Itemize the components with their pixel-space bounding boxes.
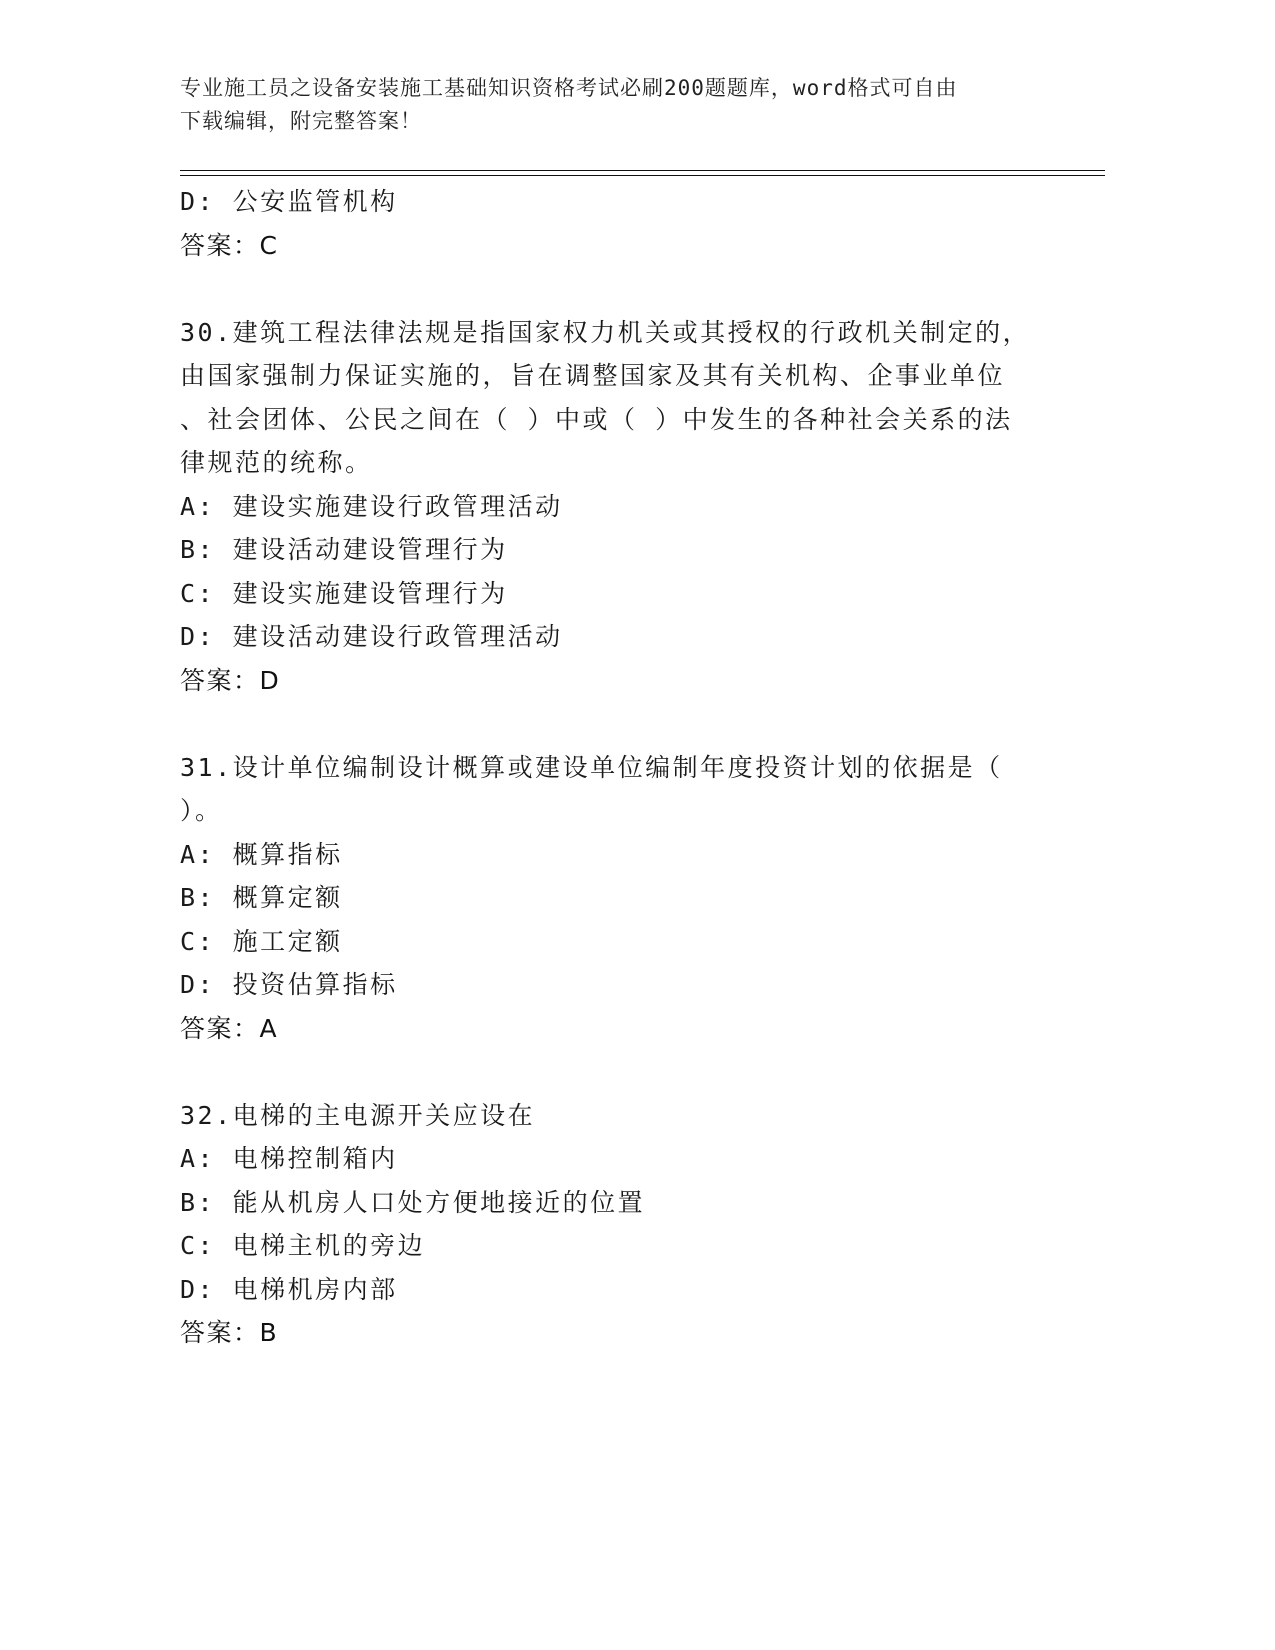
option-c: C: 建设实施建设管理行为	[180, 578, 508, 608]
option-c: C: 电梯主机的旁边	[180, 1231, 426, 1260]
header-divider-top	[180, 170, 1105, 171]
answer-line: 答案：B	[180, 1318, 279, 1347]
option-b: B: 能从机房人口处方便地接近的位置	[180, 1187, 646, 1217]
option-d: D: 投资估算指标	[180, 970, 398, 999]
question-30	[180, 311, 1030, 703]
option-d: D: 电梯机房内部	[180, 1274, 398, 1304]
option-d: D: 公安监管机构	[180, 187, 398, 216]
spacer	[180, 1050, 1030, 1094]
option-a: A: 概算指标	[180, 839, 343, 869]
question-text-line: 30.建筑工程法律法规是指国家权力机关或其授权的行政机关制定的，	[180, 317, 1031, 347]
question-text-line: 律规范的统称。	[180, 448, 373, 477]
question-text-line: 31.设计单位编制设计概算或建设单位编制年度投资计划的依据是（	[180, 752, 1003, 782]
option-c: C: 施工定额	[180, 926, 343, 956]
question-text-line: 、社会团体、公民之间在（ ）中或（ ）中发生的各种社会关系的法	[180, 404, 1013, 434]
option-b: B: 建设活动建设管理行为	[180, 535, 508, 564]
answer-line: 答案：D	[180, 665, 281, 695]
question-text-line: 由国家强制力保证实施的，旨在调整国家及其有关机构、企事业单位	[180, 361, 1006, 390]
header-line-2: 下载编辑，附完整答案！	[180, 109, 422, 133]
answer-line: 答案：C	[180, 230, 279, 260]
answer-line: 答案：A	[180, 1013, 279, 1043]
option-a: A: 电梯控制箱内	[180, 1144, 398, 1173]
option-b: B: 概算定额	[180, 883, 343, 912]
header-divider-bottom	[180, 175, 1105, 176]
prev-question-block	[180, 180, 1030, 267]
spacer	[180, 267, 1030, 311]
question-text-line: 32.电梯的主电源开关应设在	[180, 1100, 536, 1130]
spacer	[180, 702, 1030, 746]
header-line-1: 专业施工员之设备安装施工基础知识资格考试必刷200题题库，word格式可自由	[180, 76, 958, 100]
option-a: A: 建设实施建设行政管理活动	[180, 491, 563, 521]
question-text-line: ）。	[180, 796, 223, 825]
question-31	[180, 746, 1030, 1051]
option-d: D: 建设活动建设行政管理活动	[180, 622, 563, 651]
document-body	[180, 180, 1030, 1355]
document-header	[180, 72, 1060, 138]
question-32	[180, 1094, 1030, 1355]
